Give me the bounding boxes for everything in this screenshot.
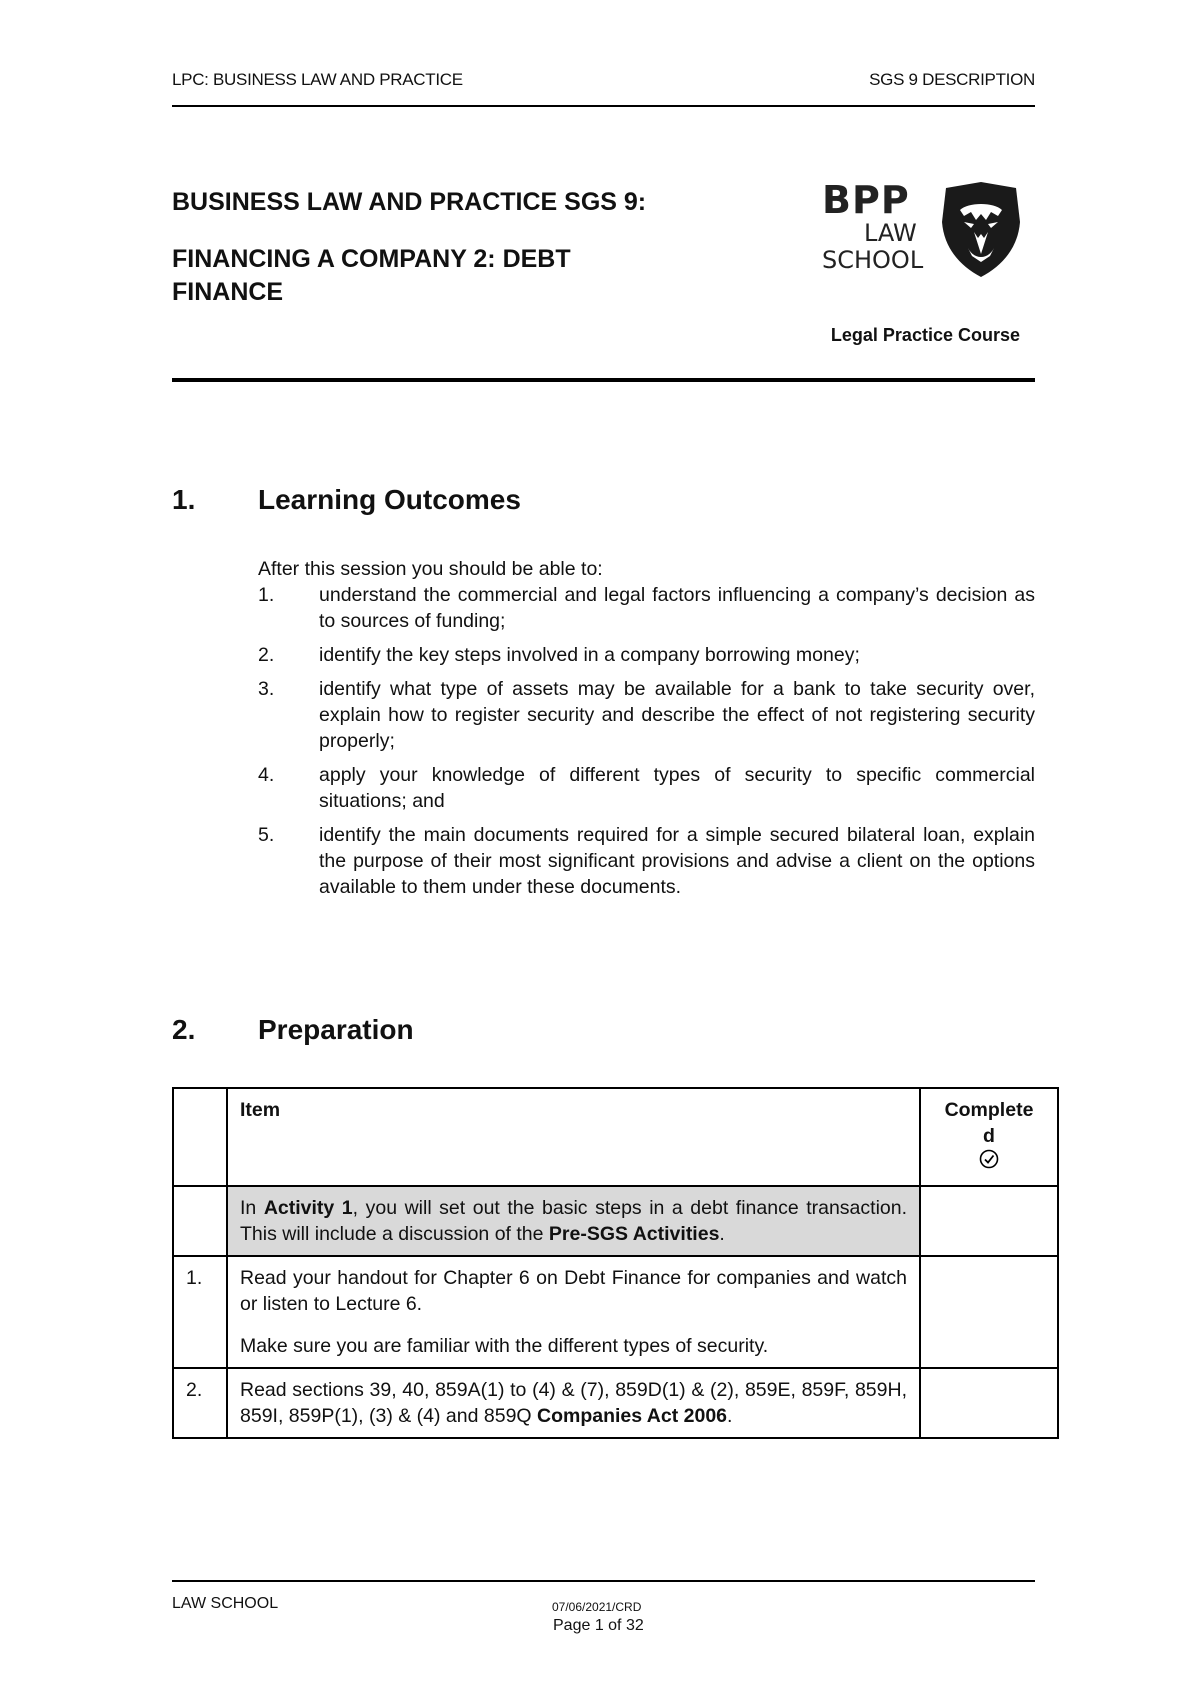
list-item-text: identify what type of assets may be available for a bank to take security over, explain how to register security and describe the effect of not registering security properly; (319, 678, 1035, 752)
title-rule (172, 378, 1035, 382)
section-number: 2. (172, 1014, 196, 1045)
list-item-number: 3. (258, 678, 275, 700)
activity-description (227, 1186, 920, 1256)
completed-cell[interactable] (920, 1368, 1058, 1438)
bpp-logo (822, 180, 923, 274)
pre-sgs-label: Pre-SGS Activities (548, 1223, 720, 1245)
row-number: 2. (173, 1368, 227, 1438)
footer-left: LAW SCHOOL (172, 1595, 279, 1612)
row-item (227, 1256, 920, 1368)
row-number: 1. (173, 1256, 227, 1368)
list-item (258, 676, 1035, 754)
list-item (258, 582, 1035, 634)
completed-cell[interactable] (920, 1186, 1058, 1256)
section-number: 1. (172, 484, 196, 515)
table-row-activity (173, 1186, 1058, 1256)
completed-cell[interactable] (920, 1256, 1058, 1368)
section-heading-preparation: Preparation (258, 1014, 414, 1045)
table-header-item: Item (227, 1088, 920, 1186)
logo-school: SCHOOL (822, 246, 924, 274)
row-item-text: Read your handout for Chapter 6 on Debt Finance for companies and watch or listen to Lecture 6. (240, 1267, 907, 1315)
list-item (258, 642, 1035, 668)
table-header-completed (920, 1088, 1058, 1186)
table-header-row (173, 1088, 1058, 1186)
header-rule (172, 105, 1035, 107)
logo-brand: BPP (822, 178, 910, 222)
list-item-number: 4. (258, 764, 275, 786)
statute-name: Companies Act 2006 (537, 1405, 728, 1427)
running-header-right: SGS 9 DESCRIPTION (869, 70, 1035, 89)
outcomes-intro: After this session you should be able to: (258, 558, 603, 580)
row-item (227, 1368, 920, 1438)
activity-text: . (719, 1223, 725, 1245)
activity-text: In (240, 1197, 264, 1219)
list-item-text: identify the main documents required for a simple secured bilateral loan, explain the purpose of their most significant provisions and advise a client on the options available to them under these documents. (319, 824, 1035, 898)
lion-shield-icon (938, 182, 1024, 278)
activity-label: Activity 1 (263, 1197, 353, 1219)
table-row (173, 1368, 1058, 1438)
table-cell (173, 1186, 227, 1256)
list-item-text: identify the key steps involved in a company borrowing money; (319, 644, 860, 666)
circle-check-icon (979, 1149, 999, 1169)
list-item-number: 2. (258, 644, 275, 666)
row-item-text: Make sure you are familiar with the different types of security. (240, 1335, 769, 1357)
activity-text: , you will set out the basic steps in a debt finance transaction. This will include a discussion of the (240, 1197, 908, 1245)
list-item (258, 822, 1035, 900)
footer-rule (172, 1580, 1035, 1582)
running-header-left: LPC: BUSINESS LAW AND PRACTICE (172, 70, 463, 89)
page-number: Page 1 of 32 (553, 1617, 644, 1634)
logo-law: LAW (864, 219, 917, 247)
completed-label: Complete (944, 1099, 1034, 1121)
list-item (258, 762, 1035, 814)
document-title: BUSINESS LAW AND PRACTICE SGS 9: (172, 188, 647, 216)
footer-reference: 07/06/2021/CRD (552, 1600, 642, 1614)
list-item-text: understand the commercial and legal factors influencing a company’s decision as to sources of funding; (319, 584, 1035, 632)
learning-outcomes-list (258, 582, 1035, 908)
row-item-text: . (727, 1405, 733, 1427)
document-subtitle: FINANCING A COMPANY 2: DEBT FINANCE (172, 245, 571, 306)
table-cell (173, 1088, 227, 1186)
table-row (173, 1256, 1058, 1368)
completed-label-wrap: d (983, 1125, 995, 1147)
list-item-number: 5. (258, 824, 275, 846)
preparation-table (172, 1087, 1059, 1439)
section-heading-learning-outcomes: Learning Outcomes (258, 484, 521, 515)
logo-tagline: Legal Practice Course (830, 325, 1020, 345)
row-item-text: Read sections 39, 40, 859A(1) to (4) & (7), 859D(1) & (2), 859E, 859F, 859H, 859I, 859P(1), (3) & (4) and 859Q (240, 1379, 907, 1427)
list-item-number: 1. (258, 584, 275, 606)
list-item-text: apply your knowledge of different types of security to specific commercial situations; and (319, 764, 1035, 812)
